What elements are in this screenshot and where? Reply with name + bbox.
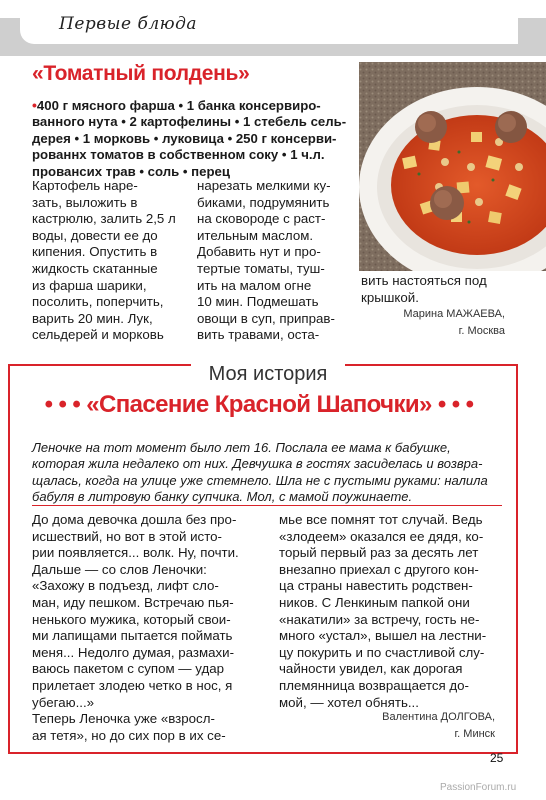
recipe-signature [340, 306, 505, 340]
intro-line: Леночке на тот момент было лет 16. Послала ее мама к бабушке, [32, 440, 451, 455]
ingredients-line: рованнх томатов в собственном соку • 1 ч.л. [32, 147, 325, 163]
text-line: зать, выложить в [32, 194, 138, 210]
soup-photo [359, 62, 546, 271]
ingredients-line: провансих трав • соль • перец [32, 163, 230, 179]
text-line: ить на малом огне [197, 277, 312, 293]
text-line: ца страны навестить родствен- [279, 578, 473, 594]
page-number: 25 [490, 751, 504, 765]
soup-bowl-illustration [359, 62, 546, 271]
text-line: ман, иду пешком. Встречаю пья- [32, 594, 234, 610]
story-column-1 [32, 512, 267, 744]
author-name: Валентина ДОЛГОВА, [382, 711, 495, 723]
text-line: Дальше — со слов Леночки: [32, 561, 207, 577]
text-line: Теперь Леночка уже «взросл- [32, 711, 215, 727]
text-line: посолить, поперчить, [32, 294, 164, 310]
text-line: вить настояться под [361, 273, 487, 288]
text-line: на сковороде с раст- [197, 211, 326, 227]
story-title: • • • «Спасение Красной Шапочки» • • • [44, 391, 474, 418]
text-line: кастрюлю, залить 2,5 л [32, 211, 176, 227]
text-line: Добавить нут и про- [197, 244, 321, 260]
text-line: рии появляется... волк. Ну, почти. [32, 545, 239, 561]
text-line: До дома девочка дошла без про- [32, 512, 237, 527]
recipe-column-3 [361, 273, 531, 306]
intro-line: которая жила недалеко от них. Девчушка в гостях засиделась и возвра- [32, 456, 483, 472]
text-line: варить 20 мин. Лук, [32, 310, 153, 326]
text-line: нарезать мелкими ку- [197, 178, 331, 193]
text-line: меня... Недолго думая, размахи- [32, 644, 234, 660]
intro-line: бабуля в литровую банку супчика. Мол, с мамой поужинаете. [32, 489, 413, 505]
text-line: ваюсь пакетом с супом — удар [32, 661, 225, 677]
text-line: из фарша шарики, [32, 277, 147, 293]
text-line: 10 мин. Подмешать [197, 294, 319, 310]
text-line: мье все помнят тот случай. Ведь [279, 512, 483, 527]
text-line: тертые томаты, туш- [197, 260, 325, 276]
ingredients-list [32, 97, 354, 180]
text-line: ительным маслом. [197, 227, 314, 243]
author-city: г. Минск [454, 728, 495, 740]
text-line: чайности увидел, как дорогая [279, 661, 463, 677]
text-line: исшествий, но вот в этой исто- [32, 528, 222, 544]
text-line: «Захожу в подъезд, лифт сло- [32, 578, 219, 594]
text-line: вить травами, оста- [197, 327, 320, 343]
watermark: PassionForum.ru [440, 782, 517, 793]
text-line: «злодеем» оказался ее дядя, ко- [279, 528, 484, 544]
text-line: много «устал», вышел на лестни- [279, 628, 487, 644]
text-line: воды, довести ее до [32, 227, 158, 243]
story-intro [32, 440, 502, 506]
text-line: убегаю...» [32, 694, 95, 710]
text-line: мой, — хотел обнять... [279, 694, 419, 710]
ingredients-line: ванного нута • 2 картофелины • 1 стебель сель- [32, 114, 347, 130]
text-line: жидкость скатанные [32, 260, 158, 276]
recipe-column-1 [32, 178, 192, 344]
text-line: кипения. Опустить в [32, 244, 158, 260]
author-name: Марина МАЖАЕВА, [403, 308, 505, 320]
text-line: сельдерей и морковь [32, 327, 164, 343]
text-line: ая тетя», но до сих пор в их се- [32, 727, 226, 743]
text-line: биками, подрумянить [197, 194, 330, 210]
text-line: «накатили» за встречу, гость не- [279, 611, 480, 627]
story-rubric: Моя история [208, 363, 328, 385]
frame-top-right-rule [345, 364, 518, 366]
text-line: крышкой. [361, 289, 419, 305]
recipe-title: «Томатный полдень» [32, 62, 250, 85]
text-line: торый первый раз за десять лет [279, 545, 479, 561]
author-city: г. Москва [458, 325, 505, 337]
ingredients-line: дерея • 1 морковь • луковица • 250 г консерви- [32, 130, 337, 146]
section-label: Первые блюда [59, 14, 198, 34]
text-line: племянница возвращается до- [279, 677, 469, 693]
frame-top-left-rule [8, 364, 191, 366]
text-line: внезапно приехал с другого кон- [279, 561, 479, 577]
text-line: ненького мужика, который свои- [32, 611, 231, 627]
intro-line: щалась, когда на улице уже стемнело. Шла не с пустыми руками: налила [32, 472, 488, 488]
text-line: Картофель наре- [32, 178, 138, 193]
text-line: овощи в суп, приправ- [197, 310, 335, 326]
text-line: ников. С Ленкиным папкой они [279, 594, 470, 610]
ingredients-line: •400 г мясного фарша • 1 банка консервиро- [32, 97, 321, 113]
story-signature [330, 709, 495, 743]
story-column-2 [279, 512, 509, 711]
text-line: ми лапищами пытается поймать [32, 628, 233, 644]
text-line: цу покурить и по счастливой слу- [279, 644, 485, 660]
recipe-column-2 [197, 178, 357, 344]
intro-divider [32, 505, 502, 506]
text-line: прилетает злодею четко в нос, я [32, 677, 233, 693]
